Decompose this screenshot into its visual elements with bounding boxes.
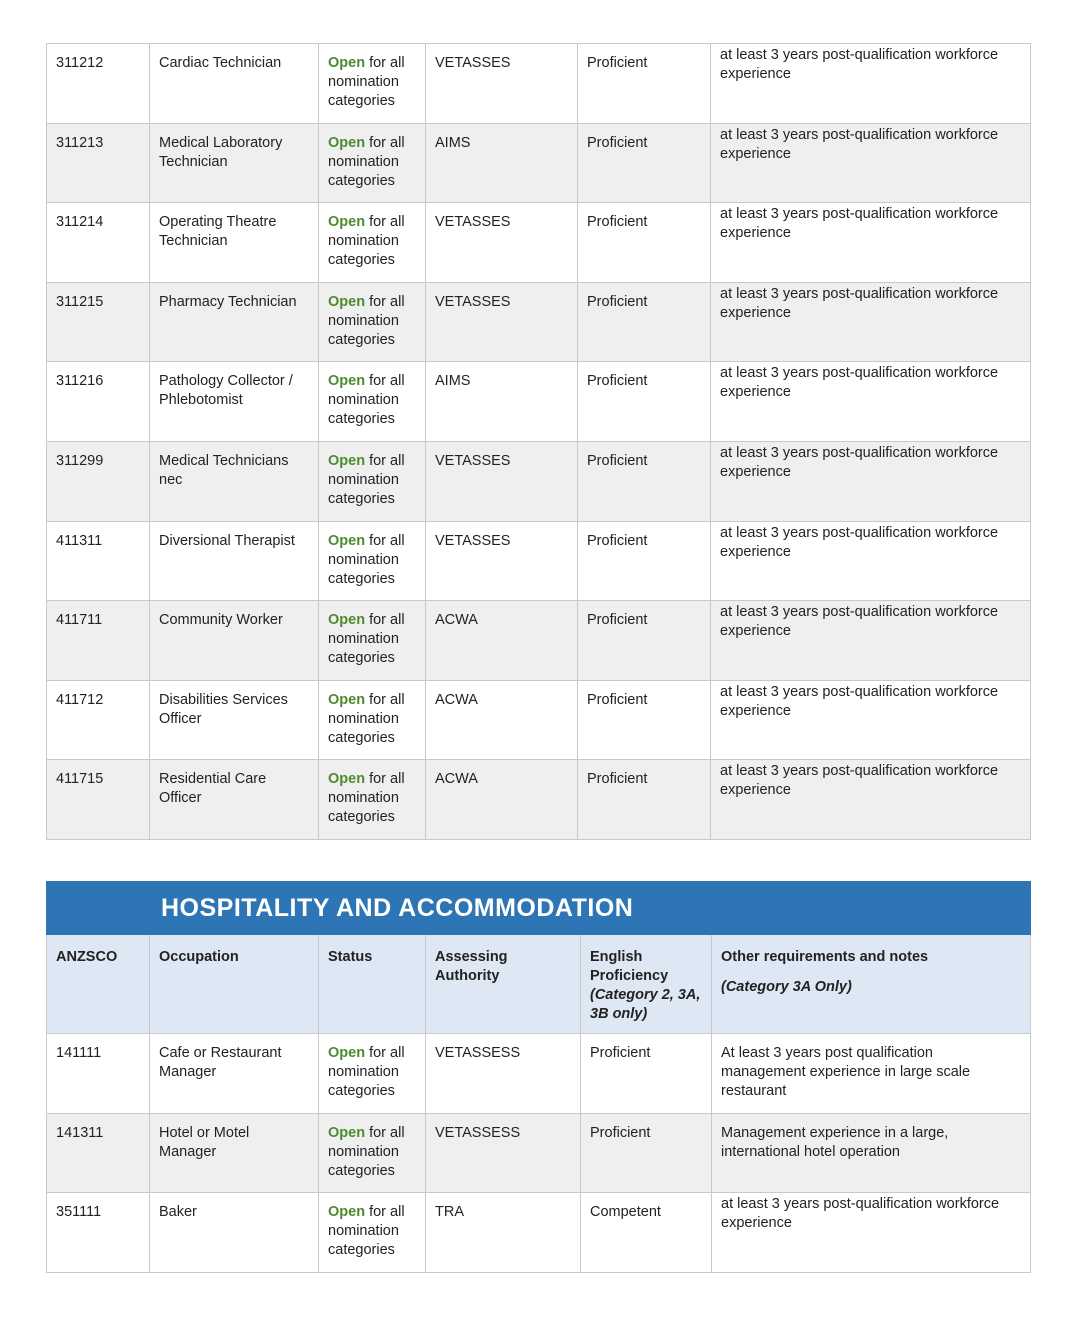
table-row [47, 1113, 1031, 1193]
status-cell [319, 123, 426, 203]
english-proficiency: Proficient [578, 441, 711, 521]
anzsco-code: 311299 [47, 441, 150, 521]
english-proficiency: Proficient [578, 362, 711, 442]
status-cell [319, 680, 426, 760]
table-row [47, 760, 1031, 840]
status-cell [319, 441, 426, 521]
header-row [47, 935, 1031, 1034]
other-requirements: at least 3 years post-qualification workforce experience [711, 44, 1031, 124]
assessing-authority: AIMS [426, 362, 578, 442]
english-proficiency: Competent [581, 1193, 712, 1273]
other-requirements: at least 3 years post-qualification workforce experience [711, 282, 1031, 362]
assessing-authority: ACWA [426, 601, 578, 681]
occupation-name: Baker [150, 1193, 319, 1273]
assessing-authority: VETASSES [426, 203, 578, 283]
anzsco-code: 311216 [47, 362, 150, 442]
table-row [47, 123, 1031, 203]
anzsco-code: 311215 [47, 282, 150, 362]
other-requirements: at least 3 years post-qualification workforce experience [712, 1193, 1031, 1273]
other-requirements: at least 3 years post-qualification workforce experience [711, 760, 1031, 840]
anzsco-code: 411712 [47, 680, 150, 760]
anzsco-code: 411711 [47, 601, 150, 681]
english-proficiency: Proficient [578, 123, 711, 203]
occupation-name: Pharmacy Technician [150, 282, 319, 362]
table-row [47, 521, 1031, 601]
status-detail: for all nomination categories [328, 1124, 405, 1179]
assessing-authority: VETASSESS [426, 1034, 581, 1114]
occupation-name: Cafe or Restaurant Manager [150, 1034, 319, 1114]
header-notes-sub: (Category 3A Only) [721, 979, 852, 995]
status-open: Open [328, 532, 366, 549]
status-detail: for all nomination categories [328, 134, 405, 189]
header-notes-label: Other requirements and notes [721, 949, 929, 965]
status-cell [319, 760, 426, 840]
status-open: Open [328, 293, 366, 310]
other-requirements: Management experience in a large, international hotel operation [712, 1113, 1031, 1193]
anzsco-code: 311212 [47, 44, 150, 124]
status-detail: for all nomination categories [328, 373, 405, 428]
section-title: HOSPITALITY AND ACCOMMODATION [150, 882, 1031, 935]
header-anzsco: ANZSCO [47, 935, 150, 1034]
status-detail: for all nomination categories [328, 452, 405, 507]
header-english-label: English Proficiency [590, 949, 669, 984]
english-proficiency: Proficient [578, 680, 711, 760]
status-open: Open [328, 214, 366, 231]
status-detail: for all nomination categories [328, 771, 405, 826]
table-row [47, 1034, 1031, 1114]
banner-spacer [47, 882, 150, 935]
occupation-name: Community Worker [150, 601, 319, 681]
status-cell [319, 203, 426, 283]
table-row [47, 680, 1031, 760]
english-proficiency: Proficient [581, 1113, 712, 1193]
other-requirements: at least 3 years post-qualification workforce experience [711, 441, 1031, 521]
english-proficiency: Proficient [578, 760, 711, 840]
status-open: Open [328, 1045, 366, 1061]
other-requirements: at least 3 years post-qualification workforce experience [711, 203, 1031, 283]
status-open: Open [328, 452, 366, 469]
occupation-name: Cardiac Technician [150, 44, 319, 124]
status-open: Open [328, 771, 366, 788]
assessing-authority: VETASSES [426, 441, 578, 521]
status-open: Open [328, 612, 366, 629]
table-row [47, 44, 1031, 124]
assessing-authority: ACWA [426, 680, 578, 760]
table-row [47, 282, 1031, 362]
status-detail: for all nomination categories [328, 532, 405, 587]
table-row [47, 441, 1031, 521]
header-notes [712, 935, 1031, 1034]
occupation-name: Medical Technicians nec [150, 441, 319, 521]
status-cell [319, 1193, 426, 1273]
table-row [47, 601, 1031, 681]
occupation-name: Residential Care Officer [150, 760, 319, 840]
status-open: Open [328, 373, 366, 390]
anzsco-code: 311214 [47, 203, 150, 283]
assessing-authority: VETASSES [426, 521, 578, 601]
status-open: Open [328, 1204, 366, 1221]
anzsco-code: 141311 [47, 1113, 150, 1193]
section-banner [47, 882, 1031, 935]
status-cell [319, 282, 426, 362]
other-requirements: At least 3 years post qualification management experience in large scale restaurant [712, 1034, 1031, 1114]
header-status: Status [319, 935, 426, 1034]
table-row [47, 203, 1031, 283]
other-requirements: at least 3 years post-qualification workforce experience [711, 123, 1031, 203]
assessing-authority: VETASSESS [426, 1113, 581, 1193]
anzsco-code: 141111 [47, 1034, 150, 1114]
status-cell [319, 601, 426, 681]
english-proficiency: Proficient [578, 601, 711, 681]
header-authority: Assessing Authority [426, 935, 581, 1034]
status-open: Open [328, 691, 366, 708]
header-english-sub: (Category 2, 3A, 3B only) [590, 987, 701, 1022]
status-cell [319, 521, 426, 601]
other-requirements: at least 3 years post-qualification workforce experience [711, 680, 1031, 760]
header-occupation: Occupation [150, 935, 319, 1034]
occupation-name: Diversional Therapist [150, 521, 319, 601]
english-proficiency: Proficient [578, 282, 711, 362]
status-detail: for all nomination categories [328, 293, 405, 348]
status-detail: for all nomination categories [328, 55, 405, 109]
status-detail: for all nomination categories [328, 612, 405, 667]
status-open: Open [328, 1124, 366, 1141]
assessing-authority: VETASSES [426, 282, 578, 362]
other-requirements: at least 3 years post-qualification workforce experience [711, 521, 1031, 601]
occupation-name: Disabilities Services Officer [150, 680, 319, 760]
occupation-name: Pathology Collector / Phlebotomist [150, 362, 319, 442]
anzsco-code: 411311 [47, 521, 150, 601]
anzsco-code: 311213 [47, 123, 150, 203]
hospitality-table [46, 881, 1031, 1273]
status-cell [319, 362, 426, 442]
assessing-authority: VETASSES [426, 44, 578, 124]
occupation-name: Hotel or Motel Manager [150, 1113, 319, 1193]
table-row [47, 1193, 1031, 1273]
health-occupations-table [46, 43, 1031, 840]
assessing-authority: ACWA [426, 760, 578, 840]
status-detail: for all nomination categories [328, 691, 405, 746]
status-detail: for all nomination categories [328, 214, 405, 269]
anzsco-code: 411715 [47, 760, 150, 840]
status-cell [319, 44, 426, 124]
english-proficiency: Proficient [578, 44, 711, 124]
occupation-name: Operating Theatre Technician [150, 203, 319, 283]
other-requirements: at least 3 years post-qualification workforce experience [711, 601, 1031, 681]
assessing-authority: TRA [426, 1193, 581, 1273]
assessing-authority: AIMS [426, 123, 578, 203]
other-requirements: at least 3 years post-qualification workforce experience [711, 362, 1031, 442]
status-cell [319, 1113, 426, 1193]
anzsco-code: 351111 [47, 1193, 150, 1273]
english-proficiency: Proficient [581, 1034, 712, 1114]
english-proficiency: Proficient [578, 521, 711, 601]
header-english [581, 935, 712, 1034]
status-detail: for all nomination categories [328, 1204, 405, 1259]
occupation-name: Medical Laboratory Technician [150, 123, 319, 203]
status-open: Open [328, 134, 366, 151]
status-open: Open [328, 55, 366, 71]
english-proficiency: Proficient [578, 203, 711, 283]
table-row [47, 362, 1031, 442]
status-cell [319, 1034, 426, 1114]
status-detail: for all nomination categories [328, 1045, 405, 1099]
